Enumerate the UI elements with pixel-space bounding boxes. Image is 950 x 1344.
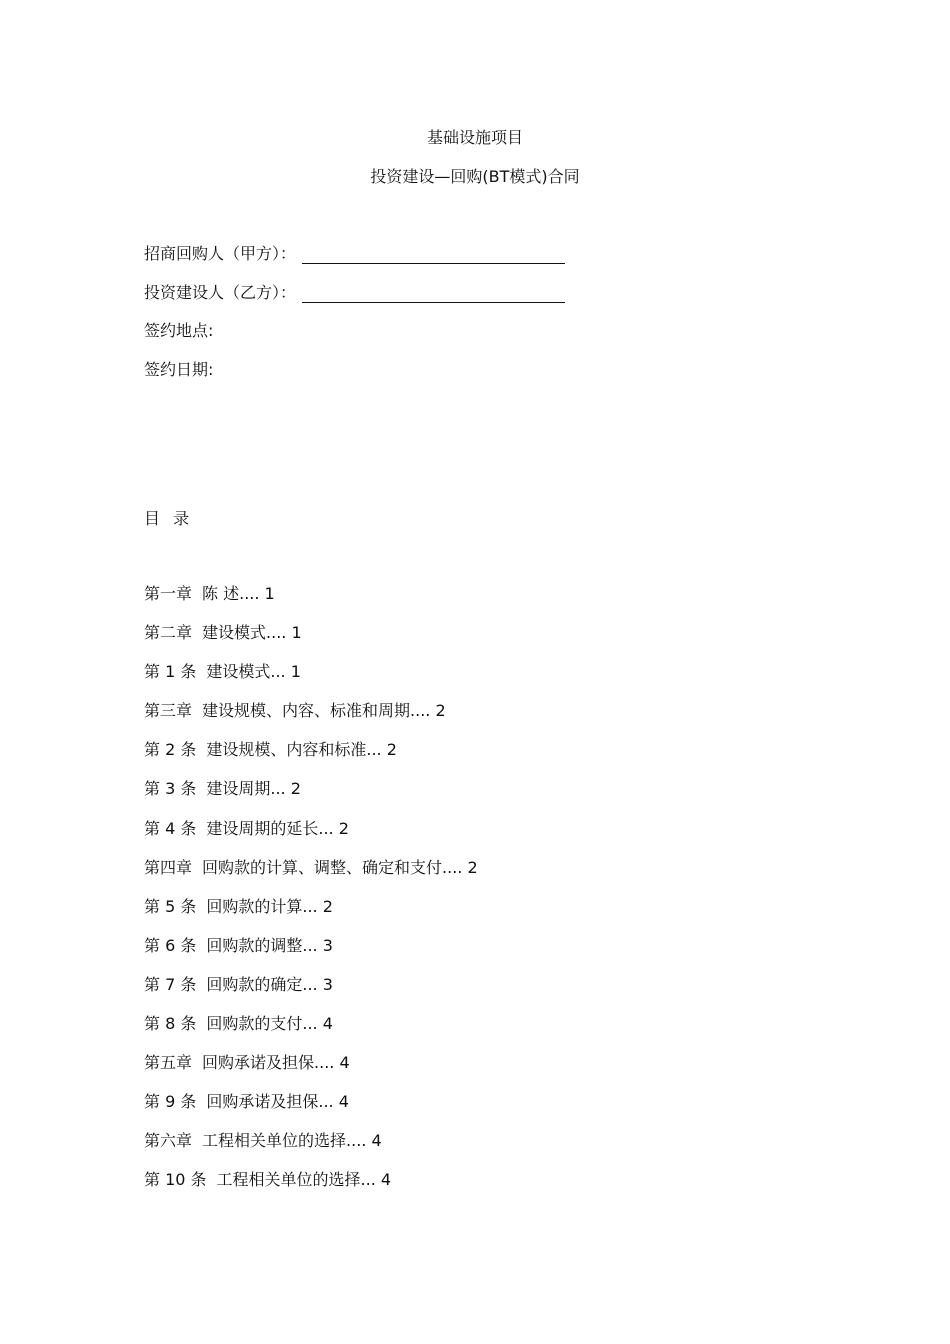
toc-entry-text: 回购承诺及担保... 4	[206, 1092, 349, 1112]
toc-entry-number: 第 1 条	[144, 662, 197, 682]
toc-entry[interactable]	[144, 779, 478, 818]
toc-entry-text: 回购款的计算、调整、确定和支付.... 2	[202, 857, 478, 877]
toc-entry-number: 第 6 条	[144, 935, 197, 955]
document-title: 基础设施项目	[426, 128, 523, 147]
party-a-blank-line	[302, 245, 565, 264]
toc-entry[interactable]	[144, 662, 478, 701]
toc-entry[interactable]	[144, 1170, 478, 1209]
toc-entry-number: 第 2 条	[144, 740, 197, 760]
toc-entry-number: 第 3 条	[144, 779, 197, 799]
party-a-row	[144, 244, 565, 264]
toc-entry-number: 第 9 条	[144, 1092, 197, 1112]
toc-entry-text: 回购款的计算... 2	[206, 896, 333, 916]
toc-entry-number: 第 7 条	[144, 974, 197, 994]
signing-place-label: 签约地点:	[144, 321, 214, 340]
toc-entry-text: 建设规模、内容和标准... 2	[206, 740, 397, 760]
toc-entry[interactable]	[144, 975, 478, 1014]
toc-entry[interactable]	[144, 623, 478, 662]
signing-date-label: 签约日期:	[144, 360, 214, 379]
toc-entry[interactable]	[144, 858, 478, 897]
toc-entry-text: 建设模式... 1	[206, 662, 301, 682]
signing-place-row	[144, 321, 213, 341]
toc-entry-text: 回购款的确定... 3	[206, 974, 333, 994]
toc-entry-number: 第 8 条	[144, 1014, 197, 1034]
toc-entry[interactable]	[144, 1131, 478, 1170]
toc-entry-number: 第 5 条	[144, 896, 197, 916]
toc-entry-number: 第五章	[144, 1053, 193, 1073]
toc-entry-text: 建设周期的延长... 2	[206, 818, 349, 838]
party-b-label: 投资建设人（乙方）：	[144, 283, 297, 302]
toc-entry-text: 陈 述.... 1	[202, 584, 275, 603]
toc-entry-text: 回购承诺及担保.... 4	[202, 1053, 350, 1073]
toc-entry-number: 第六章	[144, 1131, 193, 1151]
toc-entry-text: 回购款的支付... 4	[206, 1014, 333, 1034]
toc-entry-text: 建设周期... 2	[206, 779, 301, 799]
party-b-row	[144, 283, 565, 303]
toc-entry[interactable]	[144, 740, 478, 779]
toc-entry[interactable]	[144, 1053, 478, 1092]
toc-entry[interactable]	[144, 584, 478, 623]
toc-entry-number: 第四章	[144, 857, 193, 877]
toc-entry[interactable]	[144, 1092, 478, 1131]
toc-entry-text: 工程相关单位的选择... 4	[216, 1170, 392, 1190]
toc-list	[144, 584, 478, 1210]
toc-entry-number: 第 4 条	[144, 818, 197, 838]
toc-entry[interactable]	[144, 1014, 478, 1053]
toc-entry-text: 回购款的调整... 3	[206, 935, 333, 955]
party-b-blank-line	[302, 284, 565, 303]
signing-date-row	[144, 360, 213, 380]
document-subtitle: 投资建设—回购(BT模式)合同	[370, 167, 580, 186]
toc-entry[interactable]	[144, 936, 478, 975]
toc-entry-text: 建设模式.... 1	[202, 623, 302, 643]
toc-entry-text: 工程相关单位的选择.... 4	[202, 1131, 382, 1151]
toc-entry-number: 第 10 条	[144, 1170, 207, 1190]
toc-entry-text: 建设规模、内容、标准和周期.... 2	[202, 701, 446, 721]
toc-entry-number: 第一章	[144, 584, 193, 603]
toc-entry[interactable]	[144, 897, 478, 936]
toc-entry-number: 第三章	[144, 701, 193, 721]
party-a-label: 招商回购人（甲方）：	[144, 244, 297, 263]
toc-entry[interactable]	[144, 701, 478, 740]
toc-heading: 目 录	[144, 509, 194, 528]
toc-entry[interactable]	[144, 819, 478, 858]
toc-entry-number: 第二章	[144, 623, 193, 643]
